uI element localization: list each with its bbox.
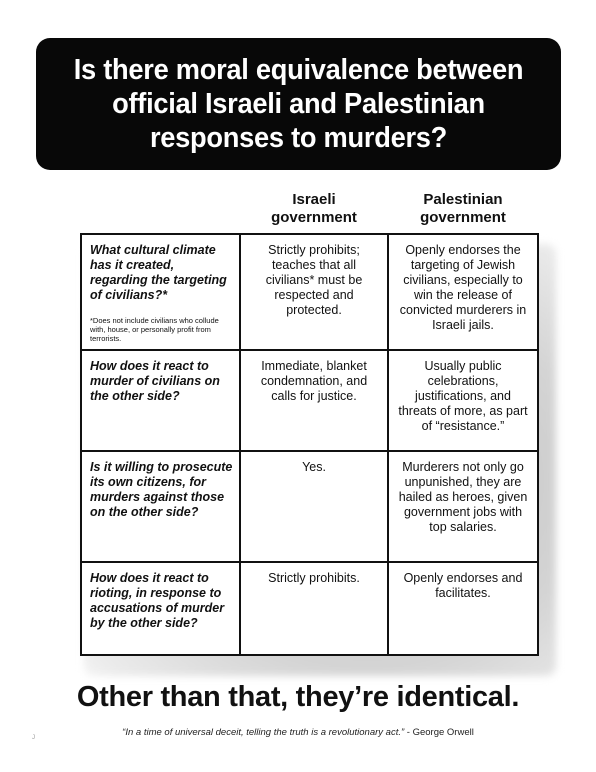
column-header-israeli-line1: Israeli <box>292 191 336 208</box>
title-banner <box>36 38 561 170</box>
column-header-israeli-line2: government <box>271 209 357 226</box>
question-text: What cultural climate has it created, regarding the targeting of civilians?* <box>90 243 227 302</box>
palestinian-answer-cell: Openly endorses the targeting of Jewish civilians, especially to win the release of convicted murderers in Israeli jails. <box>389 235 537 351</box>
orwell-quote <box>0 727 596 739</box>
israeli-answer-cell: Strictly prohibits. <box>241 563 389 654</box>
footnote: *Does not include civilians who collude with, house, or personally profit from terrorists. <box>90 316 219 343</box>
column-header-palestinian <box>388 191 538 231</box>
israeli-answer-cell: Yes. <box>241 452 389 563</box>
comparison-table <box>80 233 539 656</box>
column-header-palestinian-line2: government <box>420 209 506 226</box>
column-header-palestinian-line1: Palestinian <box>423 191 503 208</box>
question-cell: How does it react to murder of civilians on the other side? <box>82 351 241 452</box>
israeli-answer-cell: Immediate, blanket condemnation, and calls for justice. <box>241 351 389 452</box>
question-cell <box>82 235 241 351</box>
question-cell: Is it willing to prosecute its own citizens, for murders against those on the other side? <box>82 452 241 563</box>
quote-attribution: - George Orwell <box>404 727 474 738</box>
palestinian-answer-cell: Murderers not only go unpunished, they are hailed as heroes, given government jobs with top salaries. <box>389 452 537 563</box>
corner-mark: J <box>32 735 35 741</box>
question-cell: How does it react to rioting, in response to accusations of murder by the other side? <box>82 563 241 654</box>
palestinian-answer-cell: Usually public celebrations, justifications, and threats of more, as part of “resistance.” <box>389 351 537 452</box>
palestinian-answer-cell: Openly endorses and facilitates. <box>403 571 523 600</box>
tagline: Other than that, they’re identical. <box>76 681 520 713</box>
page-title: Is there moral equivalence between official Israeli and Palestinian responses to murders? <box>73 54 524 154</box>
israeli-answer-cell: Strictly prohibits; teaches that all civilians* must be respected and protected. <box>241 235 389 351</box>
column-header-israeli <box>240 191 388 231</box>
quote-text: “In a time of universal deceit, telling the truth is a revolutionary act.” <box>122 727 405 738</box>
